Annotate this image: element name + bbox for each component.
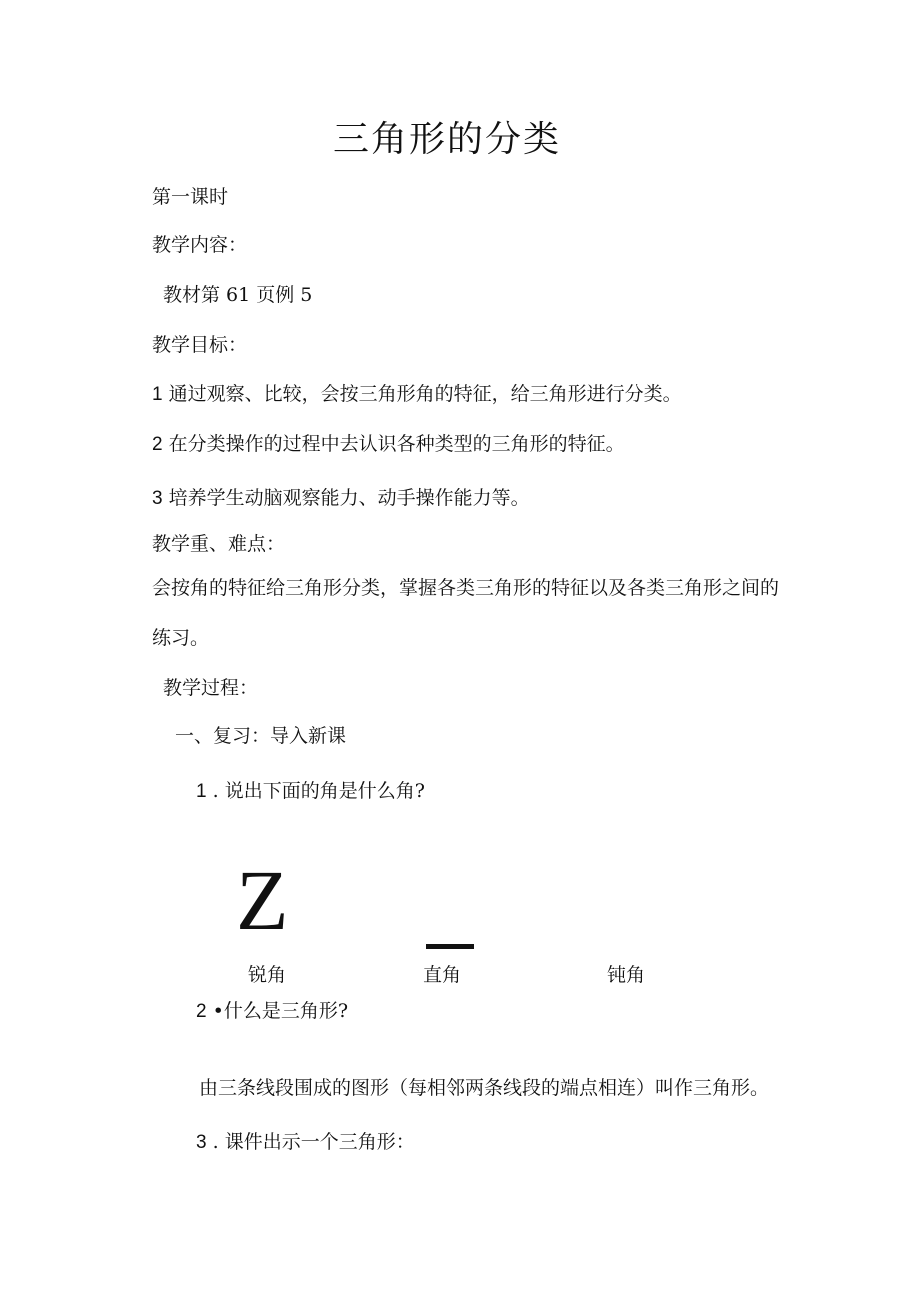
lesson-label: 第一课时 [152, 186, 229, 208]
keypoints-text-line-2: 练习。 [152, 627, 210, 649]
question-number: 2 [196, 1001, 207, 1022]
question-number: 3 [196, 1132, 207, 1153]
goal-item-1 [152, 382, 682, 407]
goal-text: 培养学生动脑观察能力、动手操作能力等。 [168, 487, 530, 509]
keypoints-text-line-1: 会按角的特征给三角形分类，掌握各类三角形的特征以及各类三角形之间的 [152, 577, 780, 599]
question-text: . 课件出示一个三角形： [212, 1131, 415, 1153]
question-text: •什么是三角形? [212, 1000, 349, 1022]
angle-label-right: 直角 [423, 964, 462, 986]
right-angle-mark [426, 944, 474, 949]
angle-label-acute: 锐角 [248, 964, 287, 986]
goal-number: 2 [152, 434, 163, 455]
goal-item-2 [152, 432, 625, 457]
content-text: 教材第 61 页例 5 [163, 284, 313, 306]
question-2 [196, 999, 348, 1024]
keypoints-heading: 教学重、难点： [152, 533, 286, 555]
goals-heading: 教学目标： [152, 334, 248, 356]
question-text: . 说出下面的角是什么角? [212, 780, 425, 802]
goal-text: 在分类操作的过程中去认识各种类型的三角形的特征。 [168, 433, 625, 455]
content-heading: 教学内容： [152, 234, 248, 256]
question-3 [196, 1130, 415, 1155]
section-1-heading: 一、复习：导入新课 [175, 725, 347, 747]
goal-number: 3 [152, 488, 163, 509]
goal-item-3 [152, 486, 530, 511]
acute-angle-glyph: Z [236, 852, 289, 948]
goal-number: 1 [152, 384, 163, 405]
triangle-definition: 由三条线段围成的图形（每相邻两条线段的端点相连）叫作三角形。 [199, 1077, 770, 1099]
question-1 [196, 779, 425, 804]
angle-label-obtuse: 钝角 [607, 964, 646, 986]
page-title: 三角形的分类 [332, 119, 561, 160]
process-heading: 教学过程： [163, 677, 259, 699]
goal-text: 通过观察、比较，会按三角形角的特征，给三角形进行分类。 [168, 383, 682, 405]
question-number: 1 [196, 781, 207, 802]
